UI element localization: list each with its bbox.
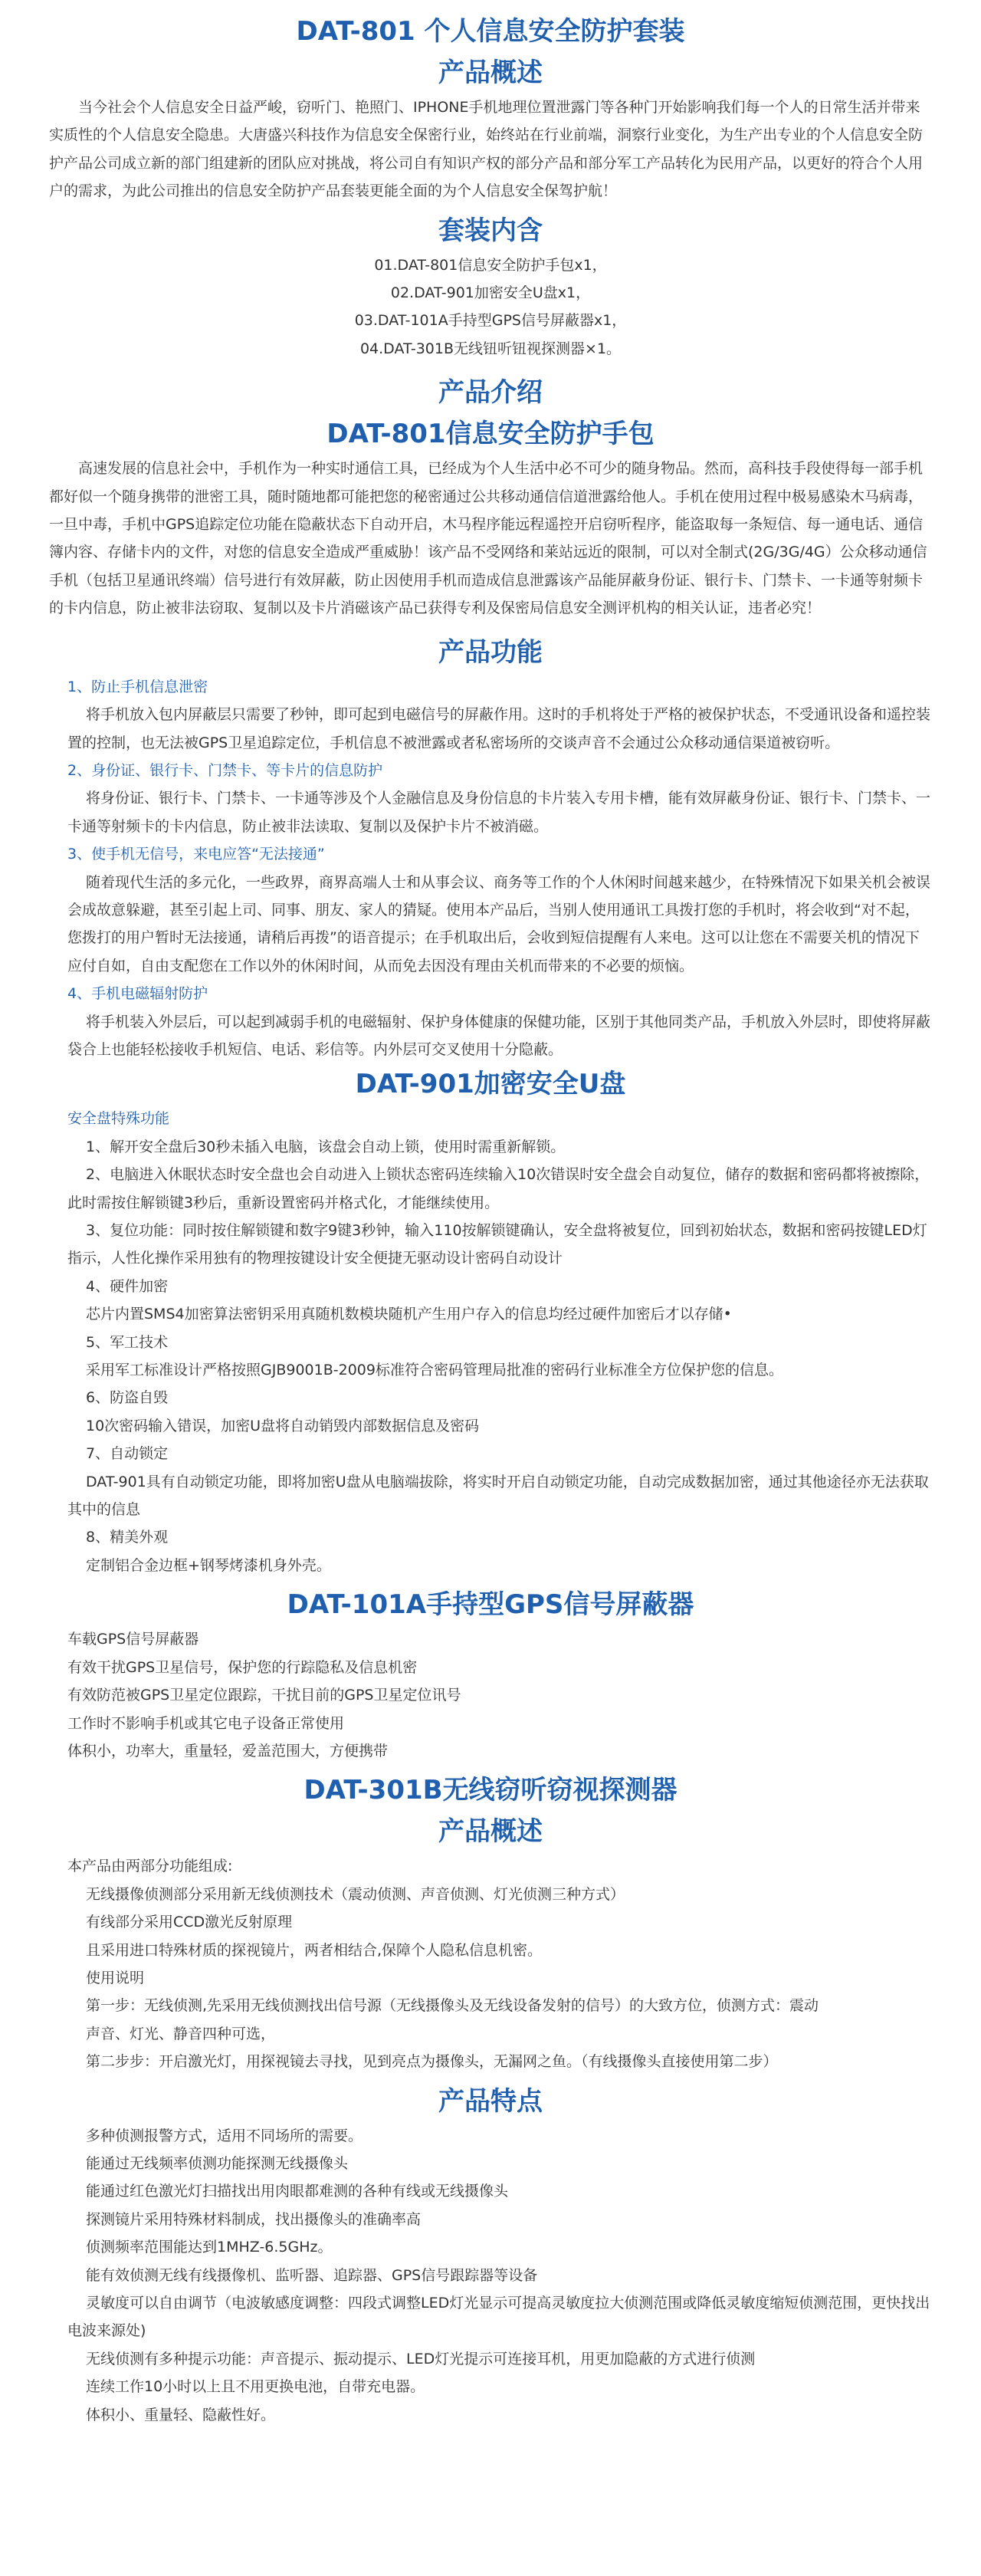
feature-title: 4、手机电磁辐射防护	[67, 985, 208, 1003]
kit-item: 03.DAT-101A手持型GPS信号屏蔽器x1，	[354, 312, 627, 330]
kit-item: 01.DAT-801信息安全防护手包x1，	[374, 256, 607, 274]
detector-feature-line: 多种侦测报警方式，适用不同场所的需要。	[86, 2127, 363, 2144]
usb-line: 采用军工标准设计严格按照GJB9001B-2009标准符合密码管理局批准的密码行业标准全方位保护您的信息。	[86, 1362, 783, 1379]
detector-feature-line: 体积小、重量轻、隐蔽性好。	[86, 2406, 276, 2423]
kit-item: 04.DAT-301B无线钮听钮视探测器×1。	[359, 340, 622, 357]
detector-overview-line: 且采用进口特殊材质的探视镜片，两者相结合,保障个人隐私信息机密。	[86, 1941, 543, 1959]
detector-overview-line: 本产品由两部分功能组成:	[67, 1858, 233, 1875]
gps-line: 有效防范被GPS卫星定位跟踪，干扰目前的GPS卫星定位讯号	[67, 1687, 461, 1704]
usb-line: 2、电脑进入休眠状态时安全盘也会自动进入上锁状态密码连续输入10次错误时安全盘会自动复位，储存的数据和密码都将被擦除，此时需按住解锁键3秒后，重新设置密码并格式化，才能继续使用。	[67, 1166, 930, 1211]
feature-title: 1、防止手机信息泄密	[67, 678, 208, 695]
gps-heading: DAT-101A手持型GPS信号屏蔽器	[287, 1589, 694, 1621]
detector-overview-line: 无线摄像侦测部分采用新无线侦测技术（震动侦测、声音侦测、灯光侦测三种方式）	[86, 1885, 625, 1903]
detector-feature-line: 探测镜片采用特殊材料制成，找出摄像头的准确率高	[86, 2210, 422, 2228]
intro-text: 高速发展的信息社会中，手机作为一种实时通信工具，已经成为个人生活中必不可少的随身物品。然而，高科技手段使得每一部手机都好似一个随身携带的泄密工具，随时随地都可能把您的秘密通过公共移动通信信道泄露给他人。手机在使用过程中极易感染木马病毒，一旦中毒，手机中GPS追踪定位功能在隐蔽状态下自动开启，木马程序能远程遥控开启窃听程序，能盗取每一条短信、每一通电话、通信簿内容、存储卡内的文件，对您的信息安全造成严重威胁！该产品不受网络和莱站远近的限制，可以对全制式(2G/3G/4G）公众移动通信手机（包括卫星通讯终端）信号进行有效屏蔽，防止因使用手机而造成信息泄露该产品能屏蔽身份证、银行卡、门禁卡、一卡通等射频卡的卡内信息，防止被非法窃取、复制以及卡片消磁该产品已获得专利及保密局信息安全测评机构的相关认证，违者必究！	[49, 460, 927, 617]
usb-heading: DAT-901加密安全U盘	[355, 1069, 626, 1100]
feature-text: 将身份证、银行卡、门禁卡、一卡通等涉及个人金融信息及身份信息的卡片装入专用卡槽，能有效屏蔽身份证、银行卡、门禁卡、一卡通等射频卡的卡内信息，防止被非法读取、复制以及保护卡片不被消磁。	[67, 790, 931, 835]
detector-overview-line: 有线部分采用CCD激光反射原理	[86, 1914, 293, 1931]
detector-features-heading: 产品特点	[438, 2085, 543, 2117]
product-801-title: DAT-801信息安全防护手包	[326, 419, 655, 450]
usb-line: 8、精美外观	[86, 1529, 169, 1546]
usb-line: 6、防盗自毁	[86, 1389, 169, 1407]
detector-feature-line: 能通过红色激光灯扫描找出用肉眼都难测的各种有线或无线摄像头	[86, 2183, 509, 2200]
feature-text: 随着现代生活的多元化，一些政界，商界高端人士和从事会议、商务等工作的个人休闲时间越来越少，在特殊情况下如果关机会被误会成故意躲避，甚至引起上司、同事、朋友、家人的猜疑。使用本产品后，当别人使用通讯工具拨打您的手机时，将会收到“对不起，您拨打的用户暂时无法接通，请稍后再拨”的语音提示；在手机取出后，会收到短信提醒有人来电。这可以让您在不需要关机的情况下应付自如，自由支配您在工作以外的休闲时间，从而免去因没有理由关机而带来的不必要的烦恼。	[67, 873, 931, 974]
detector-overview-line: 第二步步：开启激光灯，用探视镜去寻找，见到亮点为摄像头，无漏网之鱼。（有线摄像头直接使用第二步）	[86, 2053, 778, 2071]
detector-feature-line: 连续工作10小时以上且不用更换电池，自带充电器。	[86, 2378, 425, 2396]
usb-sub-heading: 安全盘特殊功能	[67, 1110, 170, 1128]
usb-line: 1、解开安全盘后30秒未插入电脑，该盘会自动上锁，使用时需重新解锁。	[86, 1138, 566, 1155]
detector-feature-line: 无线侦测有多种提示功能：声音提示、振动提示、LED灯光提示可连接耳机，用更加隐蔽的方式进行侦测	[86, 2350, 756, 2367]
gps-line: 工作时不影响手机或其它电子设备正常使用	[67, 1714, 345, 1732]
usb-line: 7、自动锁定	[86, 1445, 169, 1463]
gps-line: 体积小，功率大，重量轻，爱盖范围大，方便携带	[67, 1742, 389, 1760]
detector-overview-heading: 产品概述	[438, 1816, 543, 1848]
gps-line: 车载GPS信号屏蔽器	[67, 1631, 199, 1648]
detector-feature-line: 灵敏度可以自由调节（电波敏感度调整：四段式调整LED灯光显示可提高灵敏度拉大侦测范围或降低灵敏度缩短侦测范围，更快找出电波来源处)	[67, 2295, 930, 2340]
page-title: DAT-801 个人信息安全防护套装	[296, 16, 685, 47]
feature-text: 将手机放入包内屏蔽层只需要了秒钟，即可起到电磁信号的屏蔽作用。这时的手机将处于严格的被保护状态，不受通讯设备和遥控装置的控制，也无法被GPS卫星追踪定位，手机信息不被泄露或者私密场所的交谈声音不会通过公众移动通信渠道被窃听。	[67, 706, 931, 751]
feature-text: 将手机装入外层后，可以起到减弱手机的电磁辐射、保护身体健康的保健功能，区别于其他同类产品，手机放入外层时，即使将屏蔽袋合上也能轻松接收手机短信、电话、彩信等。内外层可交叉使用十分隐蔽。	[67, 1013, 931, 1058]
usb-line: 5、军工技术	[86, 1333, 169, 1351]
detector-feature-line: 能有效侦测无线有线摄像机、监听器、追踪器、GPS信号跟踪器等设备	[86, 2266, 538, 2284]
usb-line: 芯片内置SMS4加密算法密钥采用真随机数模块随机产生用户存入的信息均经过硬件加密后才以存储•	[86, 1306, 732, 1323]
detector-feature-line: 能通过无线频率侦测功能探测无线摄像头	[86, 2154, 349, 2172]
overview-heading: 产品概述	[438, 58, 543, 88]
detector-overview-line: 声音、灯光、静音四种可选，	[86, 2025, 276, 2042]
usb-line: 定制铝合金边框+钢琴烤漆机身外壳。	[86, 1556, 331, 1574]
intro-heading: 产品介绍	[438, 377, 543, 409]
overview-text: 当今社会个人信息安全日益严峻，窃听门、艳照门、IPHONE手机地理位置泄露门等各种门开始影响我们每一个人的日常生活并带来实质性的个人信息安全隐患。大唐盛兴科技作为信息安全保密行业，始终站在行业前端，洞察行业变化，为生产出专业的个人信息安全防护产品公司成立新的部门组建新的团队应对挑战，将公司自有知识产权的部分产品和部分军工产品转化为民用产品，以更好的符合个人用户的需求，为此公司推出的信息安全防护产品套装更能全面的为个人信息安全保驾护航！	[49, 99, 924, 200]
usb-line: DAT-901具有自动锁定功能，即将加密U盘从电脑端拔除，将实时开启自动锁定功能，自动完成数据加密，通过其他途径亦无法获取其中的信息	[67, 1473, 929, 1519]
feature-title: 2、身份证、银行卡、门禁卡、等卡片的信息防护	[67, 761, 383, 779]
usb-line: 4、硬件加密	[86, 1277, 169, 1295]
feature-title: 3、使手机无信号，来电应答“无法接通”	[67, 846, 325, 863]
detector-heading: DAT-301B无线窃听窃视探测器	[303, 1775, 678, 1806]
kit-heading: 套装内含	[438, 215, 543, 246]
kit-item: 02.DAT-901加密安全U盘x1，	[390, 284, 591, 302]
detector-overview-line: 第一步：无线侦测,先采用无线侦测找出信号源（无线摄像头及无线设备发射的信号）的大致方位，侦测方式：震动	[86, 1997, 819, 2015]
gps-line: 有效干扰GPS卫星信号，保护您的行踪隐私及信息机密	[67, 1658, 418, 1676]
usb-line: 10次密码输入错误，加密U盘将自动销毁内部数据信息及密码	[86, 1417, 480, 1434]
usb-line: 3、复位功能：同时按住解锁键和数字9键3秒钟，输入110按解锁键确认，安全盘将被复位，回到初始状态，数据和密码按键LED灯指示，人性化操作采用独有的物理按键设计安全便捷无驱动设计密码自动设计	[67, 1222, 927, 1267]
detector-feature-line: 侦测频率范围能达到1MHZ-6.5GHz。	[86, 2239, 333, 2256]
features-heading: 产品功能	[438, 636, 543, 668]
detector-overview-line: 使用说明	[86, 1969, 145, 1986]
